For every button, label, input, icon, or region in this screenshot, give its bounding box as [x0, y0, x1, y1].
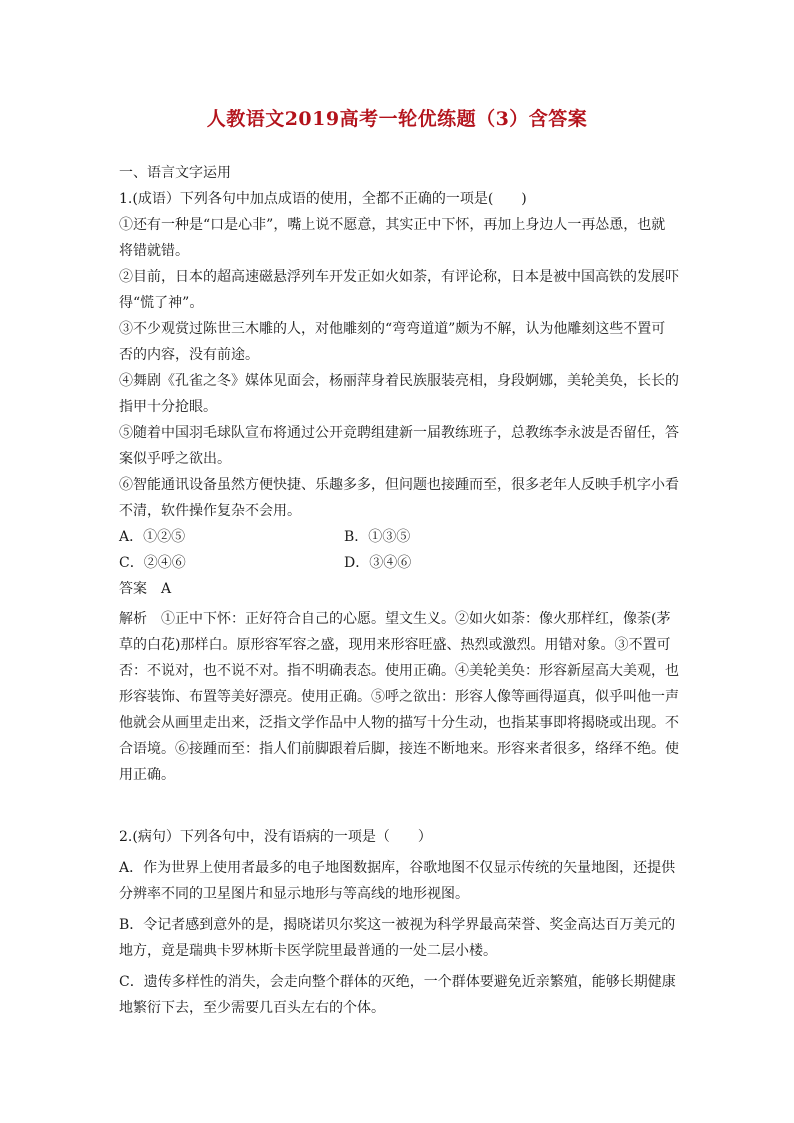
question-2-option-a: A．作为世界上使用者最多的电子地图数据库，谷歌地图不仅显示传统的矢量地图，还提供分辨率不同的卫星图片和显示地形与等高线的地形视图。: [119, 860, 676, 902]
question-1-item-4: ④舞剧《孔雀之冬》媒体见面会，杨丽萍身着民族服装亮相，身段婀娜，美轮美奂，长长的指甲十分抢眼。: [119, 373, 679, 415]
question-2-option-b: B．令记者感到意外的是，揭晓诺贝尔奖这一被视为科学界最高荣誉、奖金高达百万美元的地方，竟是瑞典卡罗林斯卡医学院里最普通的一处二层小楼。: [119, 917, 676, 959]
answer-label: 答案: [119, 581, 147, 597]
question-1-answer: [119, 576, 679, 602]
question-1-item-5: ⑤随着中国羽毛球队宣布将通过公开竞聘组建新一届教练班子，总教练李永波是否留任，答案似乎呼之欲出。: [119, 425, 679, 467]
question-1-analysis: 解析 ①正中下怀：正好符合自己的心愿。望文生义。②如火如荼：像火那样红，像荼(茅草的白花)那样白。原形容军容之盛，现用来形容旺盛、热烈或激烈。用错对象。③不置可否：不说对，也不说不对。指不明确表态。使用正确。④美轮美奂：形容新屋高大美观，也形容装饰、布置等美好漂亮。使用正确。⑤呼之欲出：形容人像等画得逼真，似乎叫他一声他就会从画里走出来，泛指文学作品中人物的描写十分生动，也指某事即将揭晓或出现。不合语境。⑥接踵而至：指人们前脚跟着后脚，接连不断地来。形容来者很多，络绎不绝。使用正确。: [119, 611, 679, 783]
document-title: 人教语文2019高考一轮优练题（3）含答案: [206, 108, 588, 130]
question-1-item-2: ②目前，日本的超高速磁悬浮列车开发正如火如荼，有评论称，日本是被中国高铁的发展吓得“慌了神”。: [119, 269, 679, 311]
blank-line: [119, 788, 679, 814]
document-body: [119, 160, 679, 1021]
question-1-item-6: ⑥智能通讯设备虽然方便快捷、乐趣多多，但问题也接踵而至，很多老年人反映手机字小看不清，软件操作复杂不会用。: [119, 477, 679, 519]
question-1-item-3: ③不少观赏过陈世三木雕的人，对他雕刻的“弯弯道道”颇为不解，认为他雕刻这些不置可否的内容，没有前途。: [119, 321, 666, 363]
question-1-item-1: ①还有一种是“口是心非”，嘴上说不愿意，其实正中下怀，再加上身边人一再怂恿，也就将错就错。: [119, 217, 666, 259]
section-heading: 一、语言文字运用: [119, 165, 231, 181]
question-1-options: [119, 524, 679, 576]
question-2-stem: 2.(病句）下列各句中，没有语病的一项是（ ）: [119, 829, 432, 845]
question-2: [119, 824, 679, 1021]
option-d: D．③④⑥: [344, 555, 412, 571]
option-c: C．②④⑥: [119, 555, 186, 571]
option-b: B．①③⑤: [344, 529, 411, 545]
answer-value: A: [161, 581, 172, 597]
question-1-stem: 1.(成语）下列各句中加点成语的使用，全都不正确的一项是( ): [119, 191, 527, 207]
question-2-option-c: C．遗传多样性的消失，会走向整个群体的灭绝，一个群体要避免近亲繁殖，能够长期健康地繁衍下去，至少需要几百头左右的个体。: [119, 974, 676, 1016]
option-a: A．①②⑤: [119, 529, 186, 545]
